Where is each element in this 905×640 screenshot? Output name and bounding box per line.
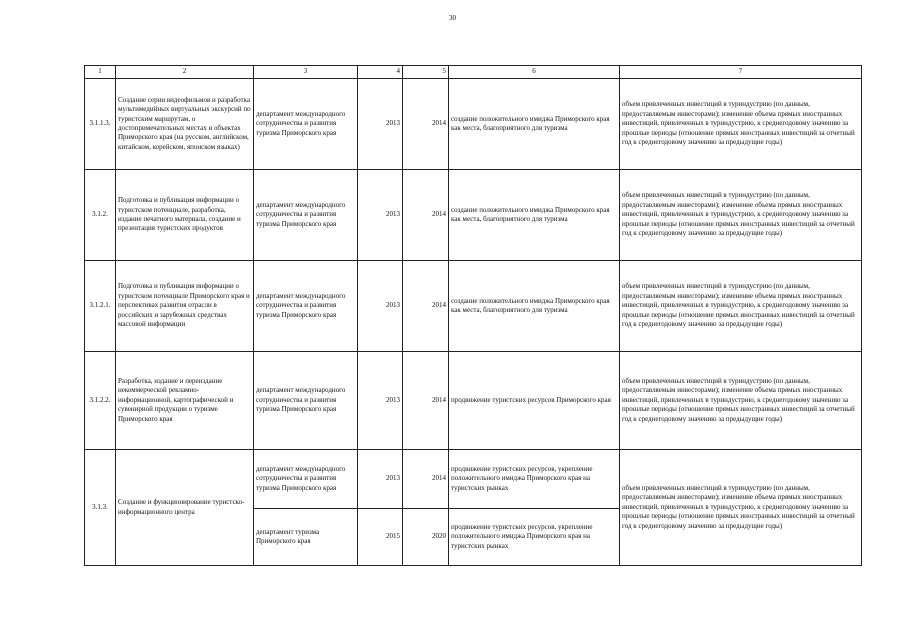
column-header: 3 — [254, 66, 358, 79]
column-header: 1 — [85, 66, 116, 79]
table-row — [85, 450, 862, 509]
table-row — [85, 79, 862, 170]
start-year: 2013 — [358, 352, 403, 450]
activity-executor: департамент международного сотрудничества и развития туризма Приморского края — [254, 170, 358, 261]
start-year: 2015 — [358, 509, 403, 566]
activity-name: Создание серии видеофильмов и разработка мультимедийных виртуальных экскурсий по туристским маршрутам, о достопримечательных местах и объектах Приморского края (на русском, английском, китайском, корейском, японском языках) — [116, 79, 254, 170]
end-year: 2014 — [403, 261, 449, 352]
activity-name: Подготовка и публикация информации о туристском потенциале Приморского края и перспективах развития отрасли в российских и зарубежных средствах массовой информации — [116, 261, 254, 352]
start-year: 2013 — [358, 261, 403, 352]
activity-number: 3.1.1.3. — [85, 79, 116, 170]
activity-executor: департамент международного сотрудничества и развития туризма Приморского края — [254, 79, 358, 170]
start-year: 2013 — [358, 170, 403, 261]
end-year: 2014 — [403, 352, 449, 450]
table-header-row — [85, 66, 862, 79]
expected-result: продвижение туристских ресурсов, укрепление положительного имиджа Приморского края на туристских рынках — [449, 450, 620, 509]
activity-executor: департамент туризма Приморского края — [254, 509, 358, 566]
activity-number: 3.1.2. — [85, 170, 116, 261]
target-indicator: объем привлеченных инвестиций в туриндустрию (по данным, предоставляемым инвесторами); изменение объема прямых иностранных инвестиций, привлеченных в туриндустрию, к среднегодовому значению за прошлые периоды (отношение прямых иностранных инвестиций за отчетный год к среднегодовому значению за предыдущие годы) — [620, 261, 862, 352]
start-year: 2013 — [358, 450, 403, 509]
expected-result: создание положительного имиджа Приморского края как места, благоприятного для туризма — [449, 170, 620, 261]
table-row — [85, 170, 862, 261]
column-header: 7 — [620, 66, 862, 79]
activity-executor: департамент международного сотрудничества и развития туризма Приморского края — [254, 261, 358, 352]
activity-executor: департамент международного сотрудничества и развития туризма Приморского края — [254, 352, 358, 450]
expected-result: создание положительного имиджа Приморского края как места, благоприятного для туризма — [449, 79, 620, 170]
column-header: 2 — [116, 66, 254, 79]
activity-executor: департамент международного сотрудничества и развития туризма Приморского края — [254, 450, 358, 509]
activity-name: Разработка, издание и переиздание некоммерческой рекламно-информационной, картографической и сувенирной продукции о туризме Приморского края — [116, 352, 254, 450]
table-row — [85, 261, 862, 352]
expected-result: продвижение туристских ресурсов Приморского края — [449, 352, 620, 450]
target-indicator: объем привлеченных инвестиций в туриндустрию (по данным, предоставляемым инвесторами); изменение объема прямых иностранных инвестиций, привлеченных в туриндустрию, к среднегодовому значению за прошлые периоды (отношение прямых иностранных инвестиций за отчетный год к среднегодовому значению за предыдущие годы) — [620, 170, 862, 261]
end-year: 2014 — [403, 170, 449, 261]
activity-name: Создание и функционирование туристско-информационного центра — [116, 450, 254, 566]
start-year: 2013 — [358, 79, 403, 170]
page-number: 30 — [449, 14, 456, 22]
column-header: 4 — [358, 66, 403, 79]
target-indicator: объем привлеченных инвестиций в туриндустрию (по данным, предоставляемым инвесторами); изменение объема прямых иностранных инвестиций, привлеченных в туриндустрию, к среднегодовому значению за прошлые периоды (отношение прямых иностранных инвестиций за отчетный год к среднегодовому значению за предыдущие годы) — [620, 450, 862, 566]
expected-result: создание положительного имиджа Приморского края как места, благоприятного для туризма — [449, 261, 620, 352]
end-year: 2014 — [403, 79, 449, 170]
column-header: 6 — [449, 66, 620, 79]
activity-number: 3.1.2.1. — [85, 261, 116, 352]
activity-number: 3.1.2.2. — [85, 352, 116, 450]
end-year: 2014 — [403, 450, 449, 509]
column-header: 5 — [403, 66, 449, 79]
activity-name: Подготовка и публикация информации о туристском потенциале, разработка, издание печатного материала, создание и презентация туристских продуктов — [116, 170, 254, 261]
table-row — [85, 352, 862, 450]
target-indicator: объем привлеченных инвестиций в туриндустрию (по данным, предоставляемым инвесторами); изменение объема прямых иностранных инвестиций, привлеченных в туриндустрию, к среднегодовому значению за прошлые периоды (отношение прямых иностранных инвестиций за отчетный год к среднегодовому значению за предыдущие годы) — [620, 79, 862, 170]
program-activities-table — [84, 65, 862, 566]
target-indicator: объем привлеченных инвестиций в туриндустрию (по данным, предоставляемым инвесторами); изменение объема прямых иностранных инвестиций, привлеченных в туриндустрию, к среднегодовому значению за прошлые периоды (отношение прямых иностранных инвестиций за отчетный год к среднегодовому значению за предыдущие годы) — [620, 352, 862, 450]
expected-result: продвижение туристских ресурсов, укрепление положительного имиджа Приморского края на туристских рынках — [449, 509, 620, 566]
activity-number: 3.1.3. — [85, 450, 116, 566]
end-year: 2020 — [403, 509, 449, 566]
